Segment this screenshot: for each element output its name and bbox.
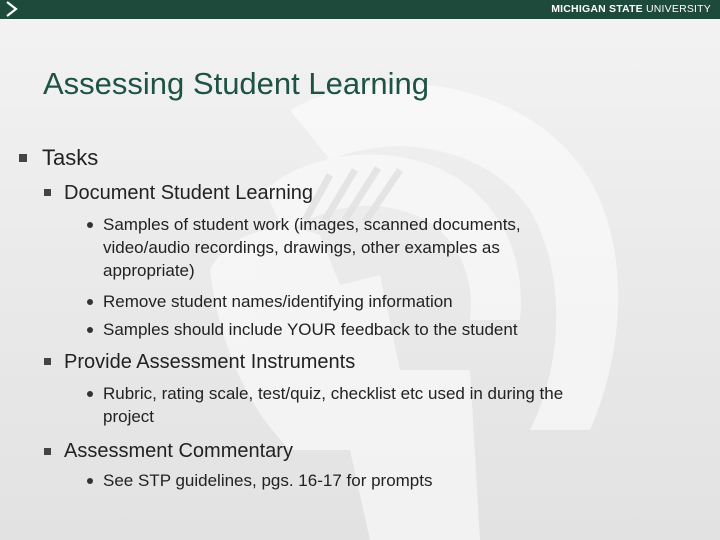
list-item-line: Remove student names/identifying information: [103, 292, 453, 311]
list-item: [103, 318, 518, 341]
section-heading: Provide Assessment Instruments: [64, 351, 356, 373]
list-item: [103, 213, 521, 282]
round-bullet-icon: [87, 299, 93, 305]
arrow-corner-icon: [4, 1, 20, 17]
list-item-line: Samples should include YOUR feedback to the student: [103, 320, 518, 339]
list-item: [103, 382, 563, 428]
round-bullet-icon: [87, 222, 93, 228]
bullet-tasks: Tasks: [42, 145, 99, 170]
square-bullet-icon: [44, 358, 51, 365]
list-item: [103, 469, 432, 492]
list-item-line: video/audio recordings, drawings, other examples as: [103, 238, 500, 257]
brand-name-light: UNIVERSITY: [642, 3, 711, 15]
list-item-line: Samples of student work (images, scanned documents,: [103, 215, 521, 234]
section-heading: Document Student Learning: [64, 182, 314, 204]
university-wordmark: [551, 3, 711, 16]
list-item: [103, 290, 453, 313]
square-bullet-icon: [19, 154, 27, 162]
square-bullet-icon: [44, 189, 51, 196]
list-item-line: Rubric, rating scale, test/quiz, checklist etc used in during the: [103, 384, 564, 403]
square-bullet-icon: [44, 448, 51, 455]
header-bar: [0, 0, 720, 19]
list-item-line: See STP guidelines, pgs. 16-17 for prompts: [103, 471, 433, 490]
round-bullet-icon: [87, 391, 93, 397]
slide-title: Assessing Student Learning: [43, 66, 430, 101]
section-heading: Assessment Commentary: [64, 440, 293, 462]
list-item-line: appropriate): [103, 261, 195, 280]
list-item-line: project: [103, 407, 155, 426]
brand-name-bold: MICHIGAN STATE: [551, 3, 643, 15]
round-bullet-icon: [87, 327, 93, 333]
round-bullet-icon: [87, 478, 93, 484]
